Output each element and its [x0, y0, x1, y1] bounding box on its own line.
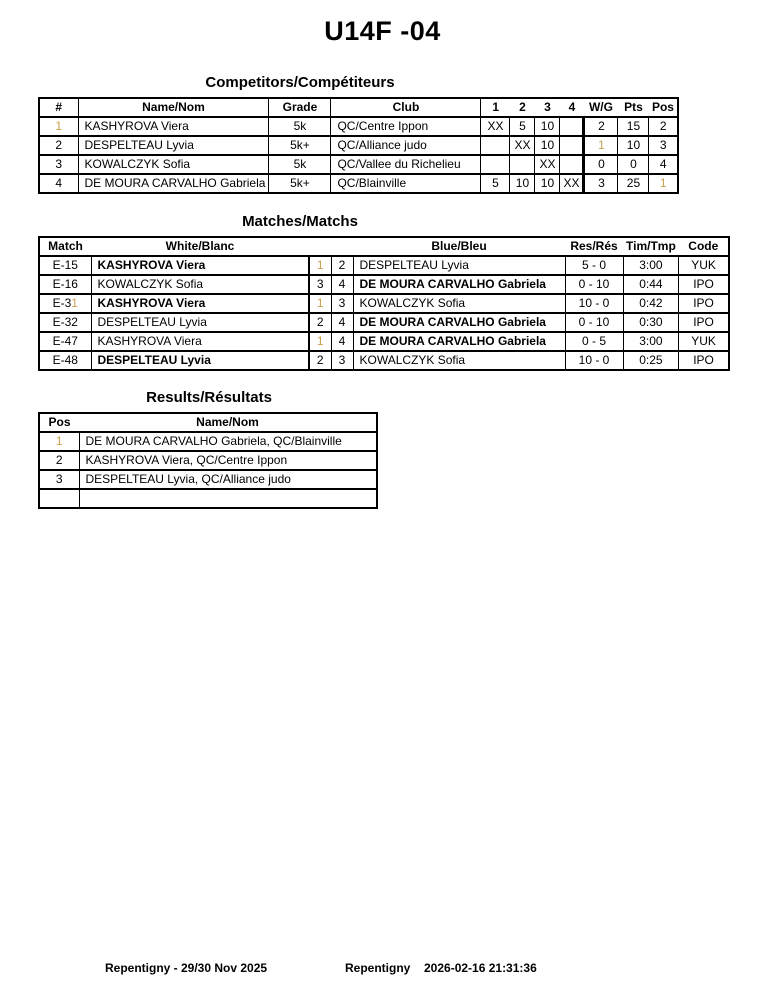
white-competitor-number: 3 — [309, 275, 331, 294]
white-competitor-name: KASHYROVA Viera — [91, 332, 309, 351]
competitor-row — [39, 174, 678, 193]
match-code: IPO — [679, 351, 729, 370]
match-id-text: E-3 — [52, 296, 72, 310]
matches-table — [38, 236, 730, 371]
result-row — [39, 451, 377, 470]
col-header-grade: Grade — [269, 98, 331, 117]
score-vs-3: 10 — [535, 136, 560, 155]
final-position: 2 — [649, 117, 678, 136]
match-id — [39, 256, 91, 275]
blue-competitor-number: 4 — [331, 275, 353, 294]
match-code: IPO — [679, 313, 729, 332]
points-total: 0 — [618, 155, 649, 174]
blue-competitor-name: DE MOURA CARVALHO Gabriela — [353, 275, 565, 294]
competitor-grade: 5k — [269, 117, 331, 136]
white-competitor-name: KASHYROVA Viera — [91, 294, 309, 313]
points-total: 15 — [618, 117, 649, 136]
competitor-grade: 5k — [269, 155, 331, 174]
match-id-text: E-47 — [52, 334, 78, 348]
score-vs-1: XX — [481, 117, 510, 136]
white-competitor-number: 1 — [309, 256, 331, 275]
result-row — [39, 432, 377, 451]
competitor-club: QC/Alliance judo — [331, 136, 481, 155]
match-id — [39, 351, 91, 370]
competitor-row — [39, 117, 678, 136]
white-competitor-name: DESPELTEAU Lyvia — [91, 351, 309, 370]
blue-competitor-number: 4 — [331, 313, 353, 332]
score-vs-1 — [481, 136, 510, 155]
score-vs-2: 10 — [510, 174, 535, 193]
match-time: 0:30 — [623, 313, 679, 332]
competitors-table — [38, 97, 679, 194]
print-timestamp: 2026-02-16 21:31:36 — [424, 961, 537, 975]
col-header-name: Name/Nom — [79, 413, 377, 432]
col-header-club: Club — [331, 98, 481, 117]
competitor-number: 2 — [39, 136, 78, 155]
match-id-text: E-48 — [52, 353, 78, 367]
col-header-pos: Pos — [39, 413, 79, 432]
col-header-name: Name/Nom — [78, 98, 269, 117]
competitor-number: 4 — [39, 174, 78, 193]
wins-count: 3 — [584, 174, 618, 193]
col-header-wg: W/G — [584, 98, 618, 117]
blue-competitor-number: 3 — [331, 294, 353, 313]
match-row — [39, 313, 729, 332]
col-header-white-num — [309, 237, 331, 256]
competitor-row — [39, 136, 678, 155]
match-code: IPO — [679, 294, 729, 313]
blue-competitor-number: 2 — [331, 256, 353, 275]
score-vs-1 — [481, 155, 510, 174]
col-header-blue: Blue/Bleu — [353, 237, 565, 256]
match-result: 5 - 0 — [565, 256, 623, 275]
col-header-4: 4 — [560, 98, 584, 117]
match-result: 10 - 0 — [565, 294, 623, 313]
match-code: YUK — [679, 256, 729, 275]
blue-competitor-name: DE MOURA CARVALHO Gabriela — [353, 332, 565, 351]
result-competitor: KASHYROVA Viera, QC/Centre Ippon — [79, 451, 377, 470]
match-row — [39, 294, 729, 313]
points-total: 25 — [618, 174, 649, 193]
blue-competitor-number: 4 — [331, 332, 353, 351]
wins-count: 2 — [584, 117, 618, 136]
score-vs-2: 5 — [510, 117, 535, 136]
score-vs-2 — [510, 155, 535, 174]
score-vs-3: 10 — [535, 174, 560, 193]
white-competitor-name: KASHYROVA Viera — [91, 256, 309, 275]
score-vs-4 — [560, 136, 584, 155]
print-location: Repentigny — [345, 961, 411, 975]
competitor-grade: 5k+ — [269, 174, 331, 193]
competitor-club: QC/Centre Ippon — [331, 117, 481, 136]
white-competitor-number: 2 — [309, 313, 331, 332]
match-id-text: E-32 — [52, 315, 78, 329]
competitor-number: 1 — [39, 117, 78, 136]
result-row — [39, 470, 377, 489]
wins-count: 1 — [584, 136, 618, 155]
competitors-section-title: Competitors/Compétiteurs — [205, 74, 395, 91]
col-header-3: 3 — [535, 98, 560, 117]
result-competitor: DESPELTEAU Lyvia, QC/Alliance judo — [79, 470, 377, 489]
score-vs-4 — [560, 117, 584, 136]
result-position: 2 — [39, 451, 79, 470]
result-position: 3 — [39, 470, 79, 489]
competitor-number: 3 — [39, 155, 78, 174]
white-competitor-number: 1 — [309, 332, 331, 351]
competitor-name: KASHYROVA Viera — [78, 117, 269, 136]
match-row — [39, 332, 729, 351]
score-vs-1: 5 — [481, 174, 510, 193]
competitor-club: QC/Blainville — [331, 174, 481, 193]
competitor-grade: 5k+ — [269, 136, 331, 155]
competitor-name: DE MOURA CARVALHO Gabriela — [78, 174, 269, 193]
white-competitor-name: KOWALCZYK Sofia — [91, 275, 309, 294]
final-position: 4 — [649, 155, 678, 174]
col-header-white: White/Blanc — [91, 237, 309, 256]
match-row — [39, 256, 729, 275]
col-header-result: Res/Rés — [565, 237, 623, 256]
blue-competitor-name: DE MOURA CARVALHO Gabriela — [353, 313, 565, 332]
match-id — [39, 275, 91, 294]
score-vs-4: XX — [560, 174, 584, 193]
match-id-text: E-16 — [52, 277, 78, 291]
page-footer — [0, 961, 765, 977]
match-time: 3:00 — [623, 256, 679, 275]
final-position: 3 — [649, 136, 678, 155]
page-title: U14F -04 — [324, 16, 441, 46]
results-header-row — [39, 413, 377, 432]
col-header-blue-num — [331, 237, 353, 256]
result-competitor — [79, 489, 377, 508]
score-vs-2: XX — [510, 136, 535, 155]
score-vs-3: 10 — [535, 117, 560, 136]
match-id — [39, 313, 91, 332]
result-position — [39, 489, 79, 508]
competitor-row — [39, 155, 678, 174]
event-location-date: Repentigny - 29/30 Nov 2025 — [105, 961, 268, 975]
col-header-code: Code — [679, 237, 729, 256]
col-header-pts: Pts — [618, 98, 649, 117]
results-table — [38, 412, 378, 509]
match-id-gold-digit: 1 — [71, 296, 78, 310]
points-total: 10 — [618, 136, 649, 155]
wins-count: 0 — [584, 155, 618, 174]
blue-competitor-name: KOWALCZYK Sofia — [353, 351, 565, 370]
final-position: 1 — [649, 174, 678, 193]
white-competitor-name: DESPELTEAU Lyvia — [91, 313, 309, 332]
match-row — [39, 275, 729, 294]
competitor-name: KOWALCZYK Sofia — [78, 155, 269, 174]
match-result: 10 - 0 — [565, 351, 623, 370]
white-competitor-number: 1 — [309, 294, 331, 313]
result-competitor: DE MOURA CARVALHO Gabriela, QC/Blainville — [79, 432, 377, 451]
competitor-name: DESPELTEAU Lyvia — [78, 136, 269, 155]
blue-competitor-name: DESPELTEAU Lyvia — [353, 256, 565, 275]
col-header-pos: Pos — [649, 98, 678, 117]
match-time: 0:25 — [623, 351, 679, 370]
col-header-1: 1 — [481, 98, 510, 117]
col-header-2: 2 — [510, 98, 535, 117]
col-header-num: # — [39, 98, 78, 117]
score-vs-3: XX — [535, 155, 560, 174]
result-row — [39, 489, 377, 508]
col-header-time: Tim/Tmp — [623, 237, 679, 256]
competitor-club: QC/Vallee du Richelieu — [331, 155, 481, 174]
blue-competitor-number: 3 — [331, 351, 353, 370]
match-code: YUK — [679, 332, 729, 351]
results-section-title: Results/Résultats — [146, 389, 272, 406]
col-header-match: Match — [39, 237, 91, 256]
match-time: 0:42 — [623, 294, 679, 313]
white-competitor-number: 2 — [309, 351, 331, 370]
blue-competitor-name: KOWALCZYK Sofia — [353, 294, 565, 313]
match-time: 0:44 — [623, 275, 679, 294]
match-id — [39, 294, 91, 313]
match-result: 0 - 10 — [565, 313, 623, 332]
match-row — [39, 351, 729, 370]
match-code: IPO — [679, 275, 729, 294]
match-result: 0 - 5 — [565, 332, 623, 351]
result-position: 1 — [39, 432, 79, 451]
match-time: 3:00 — [623, 332, 679, 351]
match-id — [39, 332, 91, 351]
competitors-header-row — [39, 98, 678, 117]
matches-header-row — [39, 237, 729, 256]
score-vs-4 — [560, 155, 584, 174]
match-id-text: E-15 — [52, 258, 78, 272]
matches-section-title: Matches/Matchs — [242, 213, 358, 230]
match-result: 0 - 10 — [565, 275, 623, 294]
